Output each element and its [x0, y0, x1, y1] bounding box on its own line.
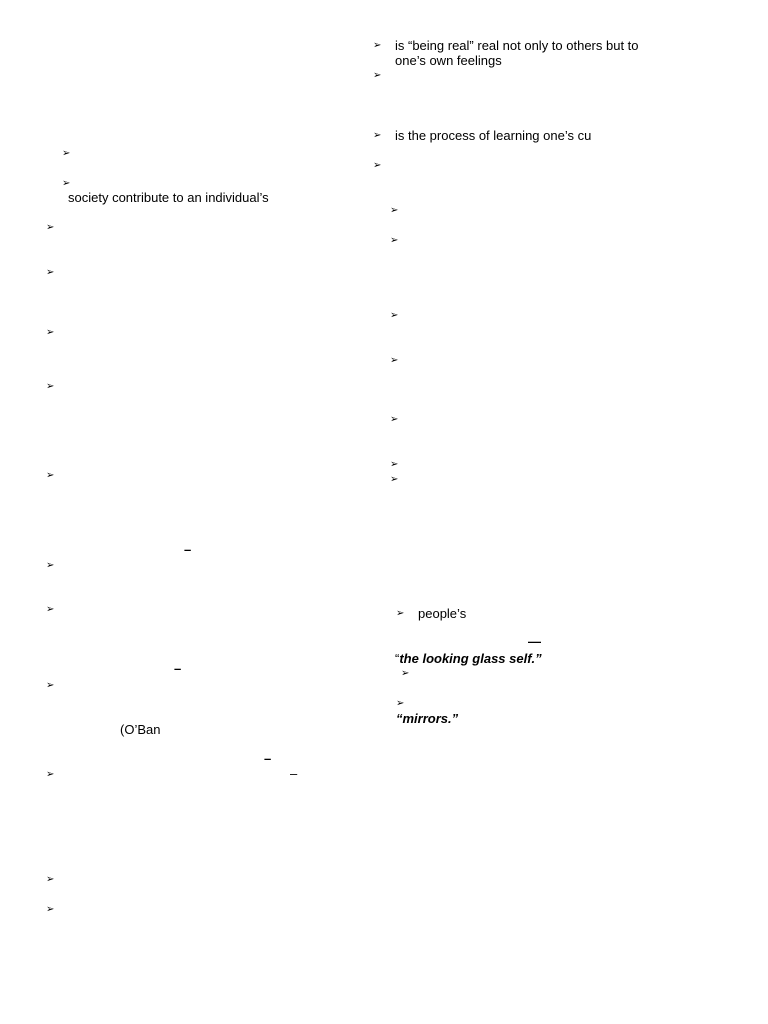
bullet-arrow-icon: ➢: [62, 178, 71, 189]
text-line: one’s own feelings: [395, 53, 502, 68]
en-dash: –: [184, 542, 192, 557]
bullet-arrow-icon: ➢: [390, 310, 399, 321]
bullet-arrow-icon: ➢: [46, 327, 55, 338]
bullet-arrow-icon: ➢: [46, 470, 55, 481]
bullet-arrow-icon: ➢: [46, 560, 55, 571]
bullet-arrow-icon: ➢: [390, 235, 399, 246]
bullet-arrow-icon: ➢: [390, 414, 399, 425]
bullet-arrow-icon: ➢: [373, 130, 382, 141]
mirrors-phrase: “mirrors.”: [396, 711, 459, 726]
bullet-arrow-icon: ➢: [396, 608, 405, 619]
text-line: is the process of learning one’s cu: [395, 128, 592, 143]
looking-glass-line: [395, 651, 542, 667]
text-line: is “being real” real not only to others but to: [395, 38, 639, 53]
bullet-arrow-icon: ➢: [46, 222, 55, 233]
bullet-arrow-icon: ➢: [401, 668, 410, 679]
open-quote: “: [395, 651, 400, 666]
bullet-arrow-icon: ➢: [46, 267, 55, 278]
bullet-arrow-icon: ➢: [46, 904, 55, 915]
bullet-arrow-icon: ➢: [46, 874, 55, 885]
bullet-arrow-icon: ➢: [390, 355, 399, 366]
en-dash: –: [290, 766, 298, 781]
em-dash: —: [528, 634, 541, 649]
bullet-arrow-icon: ➢: [46, 381, 55, 392]
bullet-arrow-icon: ➢: [46, 680, 55, 691]
bullet-arrow-icon: ➢: [62, 148, 71, 159]
en-dash: –: [264, 751, 272, 766]
bullet-arrow-icon: ➢: [373, 70, 382, 81]
bullet-arrow-icon: ➢: [396, 698, 405, 709]
bullet-arrow-icon: ➢: [46, 604, 55, 615]
bullet-arrow-icon: ➢: [390, 205, 399, 216]
looking-glass-phrase: the looking glass self.”: [399, 651, 542, 666]
bullet-arrow-icon: ➢: [373, 160, 382, 171]
text-line: people’s: [418, 606, 467, 621]
bullet-arrow-icon: ➢: [46, 769, 55, 780]
bullet-arrow-icon: ➢: [373, 40, 382, 51]
bullet-arrow-icon: ➢: [390, 459, 399, 470]
bullet-arrow-icon: ➢: [390, 474, 399, 485]
text-line: (O’Ban: [120, 722, 161, 737]
text-line: society contribute to an individual’s: [68, 190, 269, 205]
en-dash: –: [174, 661, 182, 676]
